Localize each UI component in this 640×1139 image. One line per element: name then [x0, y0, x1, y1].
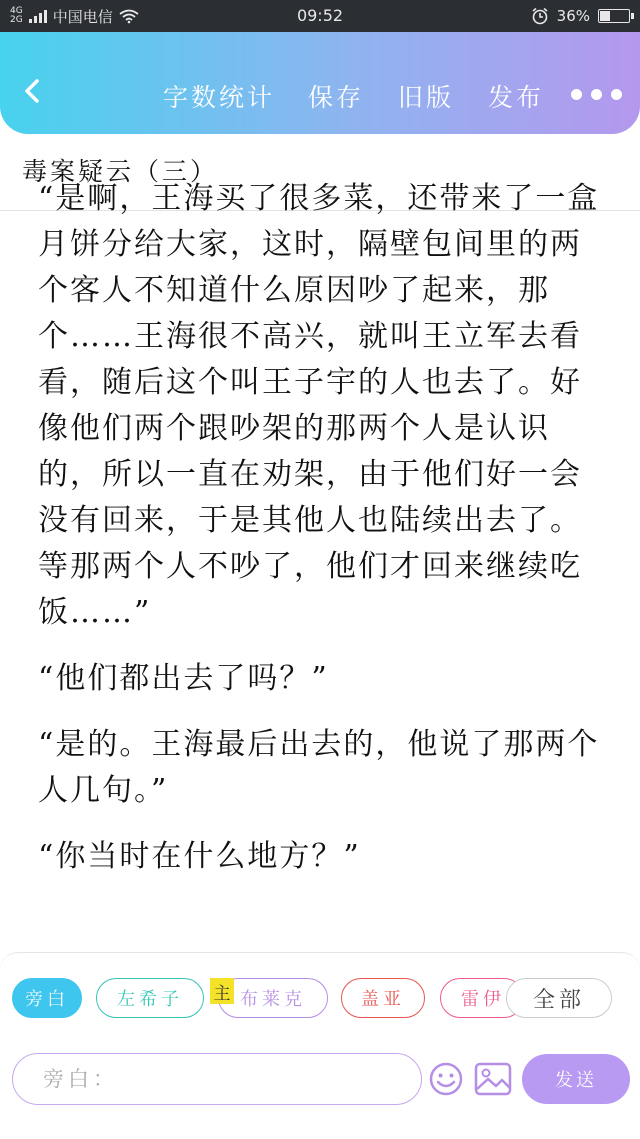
status-time: 09:52 [296, 6, 344, 25]
network-type-bottom: 2G [10, 15, 23, 25]
publish-button[interactable]: 发布 [488, 83, 545, 112]
alarm-icon [531, 7, 549, 25]
status-bar [0, 0, 640, 32]
paragraph: “他们都出去了吗？” [38, 661, 329, 696]
paragraph: “是啊，王海买了很多菜，还带来了一盒月饼分给大家，这时，隔壁包间里的两个客人不知道什么原因吵了起来，那个……王海很不高兴，就叫王立军去看看，随后这个叫王子宇的人也去了。好像他们两个跟吵架的那两个人是认识的，所以一直在劝架，由于他们好一会没有回来，于是其他人也陆续出去了。等那两个人不吵了，他们才回来继续吃饭……” [38, 181, 600, 630]
more-options-icon[interactable] [571, 89, 622, 100]
back-arrow-icon[interactable] [18, 76, 48, 106]
main-role-badge: 主 [210, 978, 234, 1004]
image-icon[interactable] [474, 1062, 512, 1096]
network-type-top: 4G [10, 6, 23, 16]
paragraph: “你当时在什么地方？” [38, 839, 361, 874]
emoji-icon[interactable] [428, 1061, 464, 1097]
role-chip-all[interactable]: 全部 [506, 978, 612, 1018]
battery-level [600, 11, 610, 21]
composer-panel [0, 952, 640, 1139]
role-chip-zuoxizi[interactable]: 左希子 [96, 978, 204, 1018]
save-button[interactable]: 保存 [308, 83, 365, 112]
top-toolbar [0, 32, 640, 134]
role-chip-gaia[interactable]: 盖亚 [341, 978, 425, 1018]
role-chip-blake[interactable]: 布莱克 [218, 978, 328, 1018]
story-content[interactable] [0, 181, 640, 946]
chapter-title[interactable]: 毒案疑云（三） [22, 157, 219, 186]
message-input[interactable] [12, 1053, 422, 1105]
send-button[interactable]: 发送 [522, 1054, 630, 1104]
role-chip-leiyi[interactable]: 雷伊 [440, 978, 524, 1018]
role-chip-narrator[interactable]: 旁白 [12, 978, 82, 1018]
battery-percent: 36% [556, 7, 590, 25]
carrier-name: 中国电信 [52, 7, 113, 26]
battery-icon [598, 9, 630, 23]
paragraph: “是的。王海最后出去的，他说了那两个人几句。” [38, 727, 600, 808]
old-version-button[interactable]: 旧版 [398, 83, 455, 112]
word-count-button[interactable]: 字数统计 [163, 83, 276, 112]
